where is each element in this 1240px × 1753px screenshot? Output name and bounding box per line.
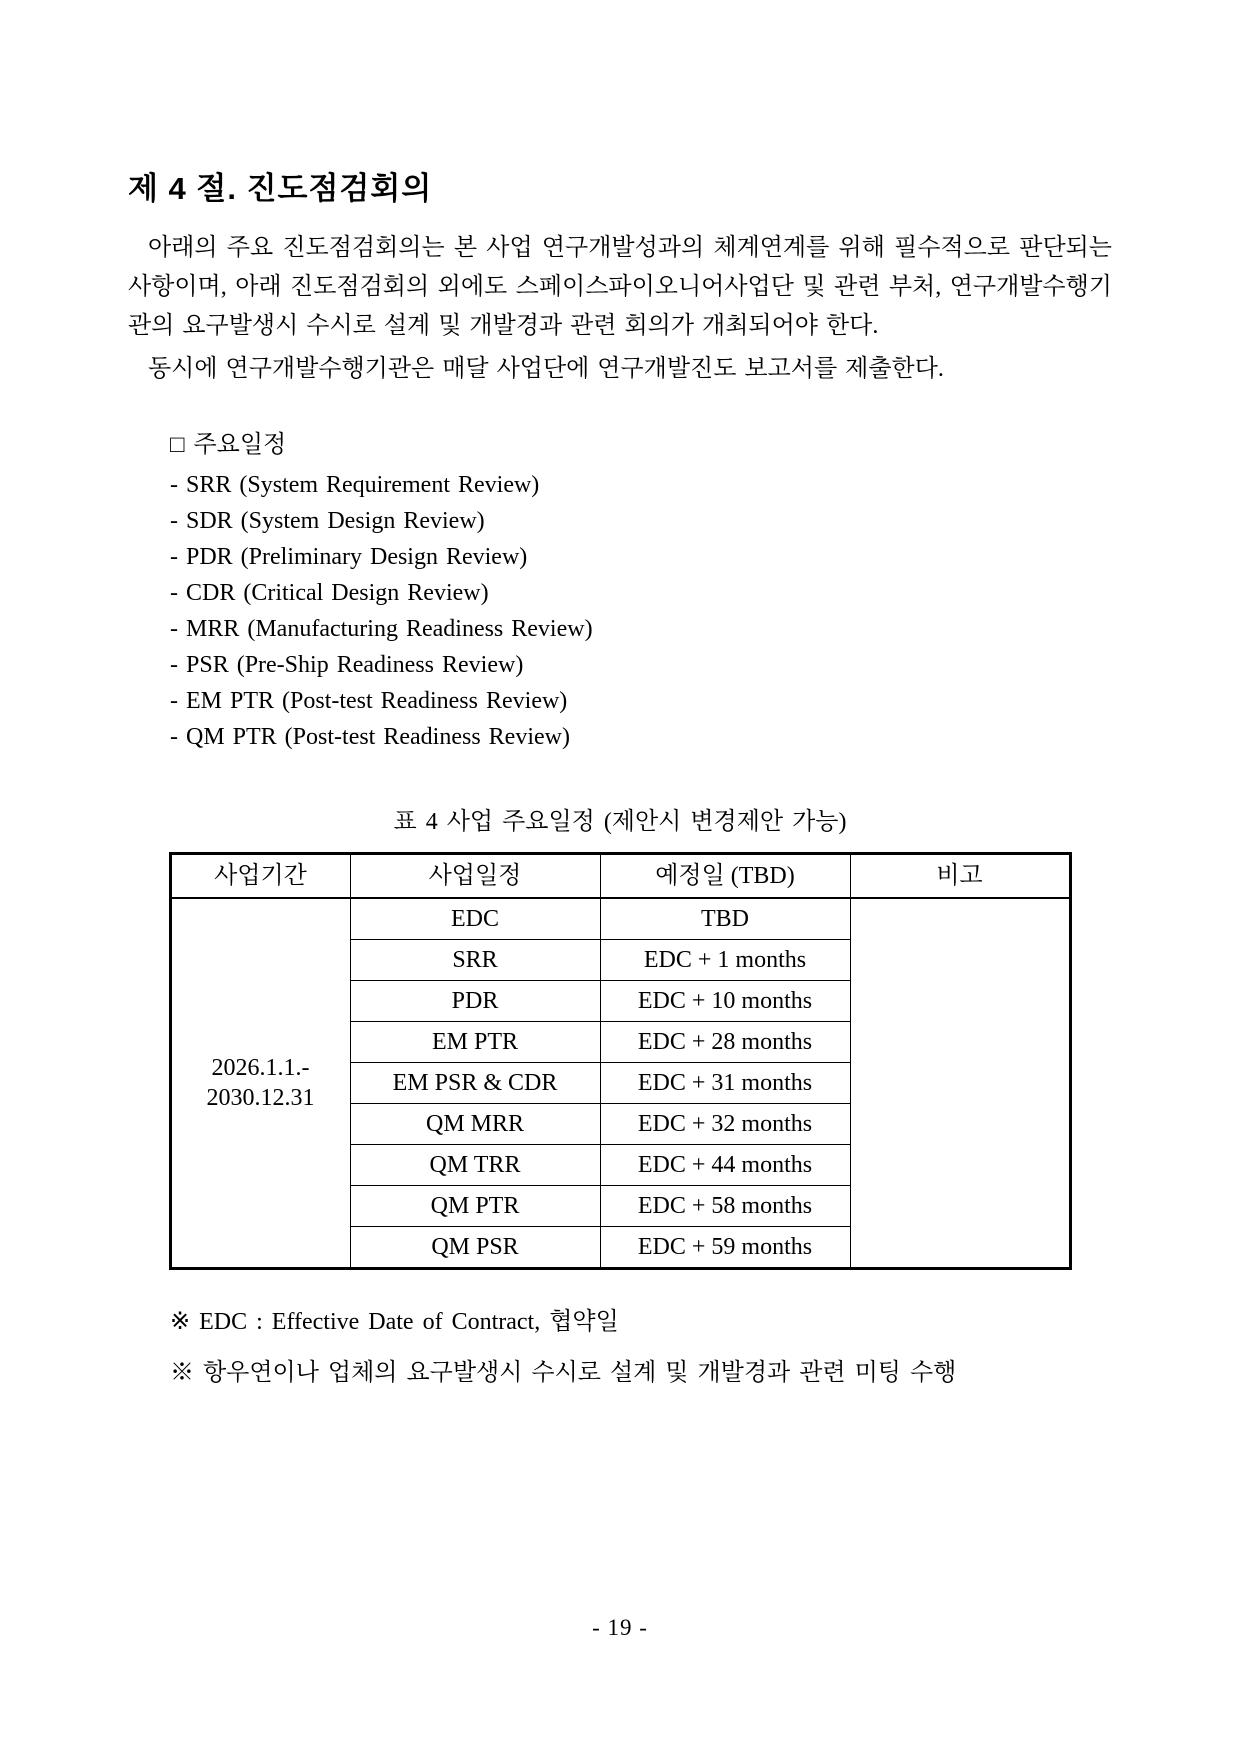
list-item: - PSR (Pre-Ship Readiness Review) [170,651,524,678]
cell-schedule: PDR [350,980,600,1021]
cell-schedule: QM TRR [350,1144,600,1185]
list-item: - PDR (Preliminary Design Review) [170,543,528,570]
list-item: - SDR (System Design Review) [170,507,485,534]
body-paragraph-2: 동시에 연구개발수행기관은 매달 사업단에 연구개발진도 보고서를 제출한다. [148,355,944,382]
cell-period [170,898,350,1269]
cell-due: EDC + 59 months [600,1226,850,1268]
cell-schedule: EM PSR & CDR [350,1062,600,1103]
footnotes [128,1304,1112,1392]
footnote: ※ 항우연이나 업체의 요구발생시 수시로 설계 및 개발경과 관련 미팅 수행 [170,1359,957,1386]
table-caption: 표 4 사업 주요일정 (제안시 변경제안 가능) [393,808,847,835]
period-line-1: 2026.1.1.- [211,1054,310,1081]
cell-schedule: QM PTR [350,1185,600,1226]
column-header-schedule: 사업일정 [350,853,600,898]
column-header-due: 예정일 (TBD) [600,853,850,898]
column-header-period: 사업기간 [170,853,350,898]
cell-due: EDC + 58 months [600,1185,850,1226]
schedule-table [169,852,1072,1270]
cell-due: EDC + 1 months [600,939,850,980]
list-item: - EM PTR (Post-test Readiness Review) [170,687,568,714]
period-line-2: 2030.12.31 [206,1084,315,1111]
cell-due: EDC + 28 months [600,1021,850,1062]
list-heading: □ 주요일정 [170,431,287,458]
cell-due: EDC + 44 months [600,1144,850,1185]
page-title: 제 4 절. 진도점검회의 [128,171,433,206]
list-item: - MRR (Manufacturing Readiness Review) [170,615,593,642]
cell-schedule: SRR [350,939,600,980]
cell-schedule: QM MRR [350,1103,600,1144]
page-number: - 19 - [592,1615,648,1640]
cell-remark [850,898,1070,1269]
cell-schedule: EM PTR [350,1021,600,1062]
column-header-remark: 비고 [850,853,1070,898]
list-item: - QM PTR (Post-test Readiness Review) [170,723,570,750]
cell-schedule: QM PSR [350,1226,600,1268]
cell-schedule: EDC [350,898,600,940]
cell-due: EDC + 32 months [600,1103,850,1144]
cell-due: TBD [600,898,850,940]
body-paragraph-1: 아래의 주요 진도점검회의는 본 사업 연구개발성과의 체계연계를 위해 필수적으로 판단되는 사항이며, 아래 진도점검회의 외에도 스페이스파이오니어사업단 및 관련 부처, 연구개발수행기관의 요구발생시 수시로 설계 및 개발경과 관련 회의가 개최되어야 한다. [128,235,1112,339]
footnote: ※ EDC : Effective Date of Contract, 협약일 [170,1308,619,1335]
list-item: - CDR (Critical Design Review) [170,579,489,606]
cell-due: EDC + 31 months [600,1062,850,1103]
list-item: - SRR (System Requirement Review) [170,471,540,498]
cell-due: EDC + 10 months [600,980,850,1021]
table-row [170,898,1070,940]
table-header-row [170,853,1070,898]
key-schedule-list [128,427,1112,755]
